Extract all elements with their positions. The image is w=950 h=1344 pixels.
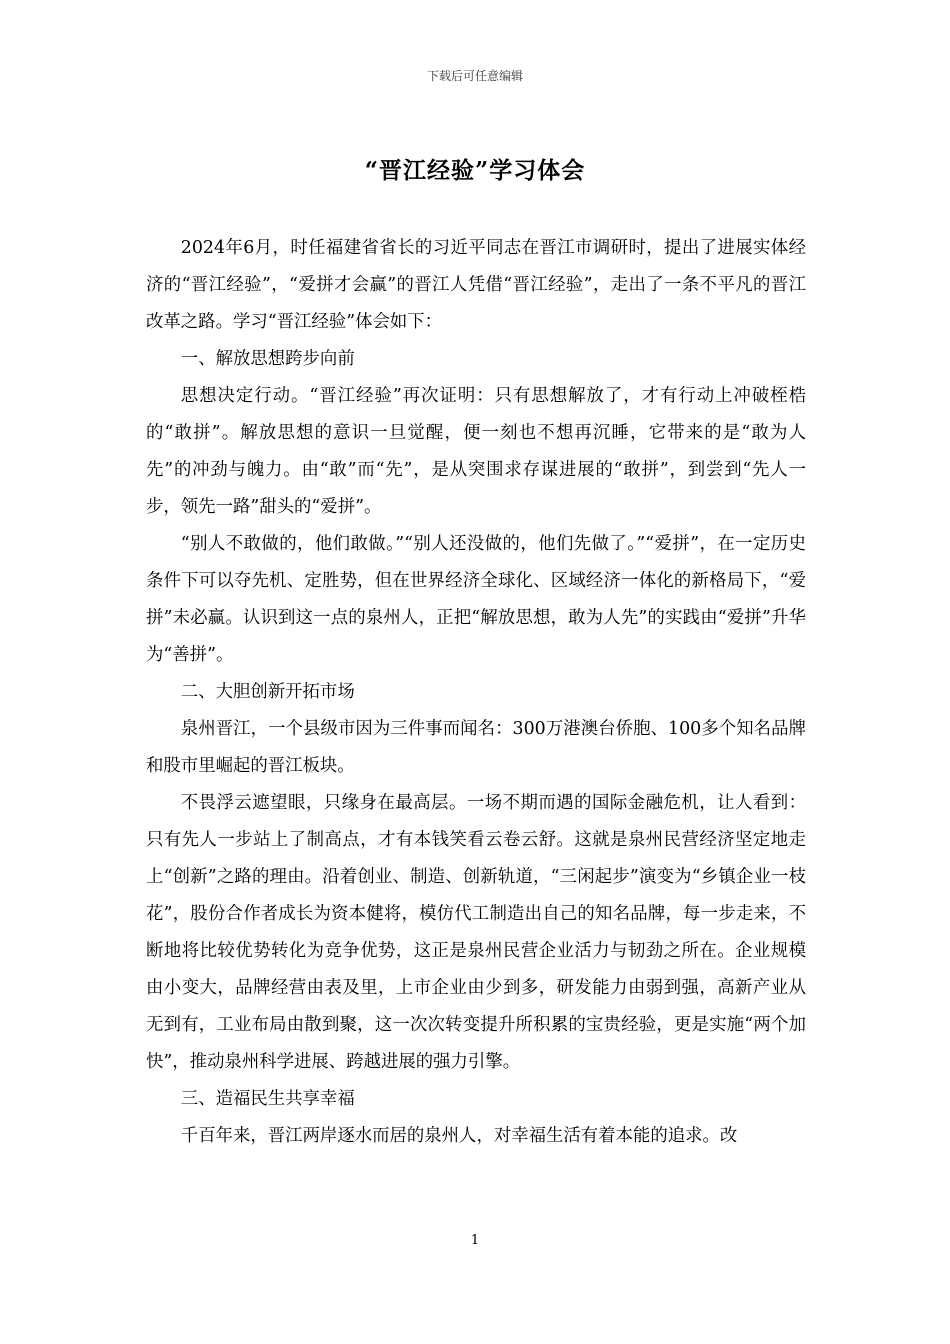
section-heading-3: 三、造福民生共享幸福 bbox=[180, 1089, 355, 1109]
document-title: “晋江经验”学习体会 bbox=[364, 157, 586, 184]
paragraph-intro: 2024年6月，时任福建省省长的习近平同志在晋江市调研时，提出了进展实体经济的“晋江经验”，“爱拼才会赢”的晋江人凭借“晋江经验”，走出了一条不平凡的晋江改革之路。学习“晋江经验”体会如下： bbox=[146, 238, 806, 332]
page-header: 下载后可任意编辑 bbox=[426, 69, 523, 83]
page-number: 1 bbox=[470, 1233, 480, 1248]
paragraph: 泉州晋江，一个县级市因为三件事而闻名：300万港澳台侨胞、100多个知名品牌和股市里崛起的晋江板块。 bbox=[146, 719, 806, 776]
paragraph: 不畏浮云遮望眼，只缘身在最高层。一场不期而遇的国际金融危机，让人看到：只有先人一步站上了制高点，才有本钱笑看云卷云舒。这就是泉州民营经济坚定地走上“创新”之路的理由。沿着创业、制造、创新轨道，“三闲起步”演变为“乡镇企业一枝花”，股份合作者成长为资本健将，模仿代工制造出自己的知名品牌，每一步走来，不断地将比较优势转化为竞争优势，这正是泉州民营企业活力与韧劲之所在。企业规模由小变大，品牌经营由表及里，上市企业由少到多，研发能力由弱到强，高新产业从无到有，工业布局由散到聚，这一次次转变提升所积累的宝贵经验，更是实施“两个加快”，推动泉州科学进展、跨越进展的强力引擎。 bbox=[146, 793, 806, 1072]
paragraph: “别人不敢做的，他们敢做。”“别人还没做的，他们先做了。”“爱拼”，在一定历史条件下可以夺先机、定胜势，但在世界经济全球化、区域经济一体化的新格局下，“爱拼”未必赢。认识到这一点的泉州人，正把“解放思想，敢为人先”的实践由“爱拼”升华为“善拼”。 bbox=[146, 534, 806, 665]
section-heading-1: 一、解放思想跨步向前 bbox=[180, 349, 355, 369]
section-heading-2: 二、大胆创新开拓市场 bbox=[180, 682, 355, 702]
paragraph: 思想决定行动。“晋江经验”再次证明：只有思想解放了，才有行动上冲破桎梏的“敢拼”。解放思想的意识一旦觉醒，便一刻也不想再沉睡，它带来的是“敢为人先”的冲劲与魄力。由“敢”而“先”，是从突围求存谋进展的“敢拼”，到尝到“先人一步，领先一路”甜头的“爱拼”。 bbox=[146, 386, 806, 517]
document-body bbox=[146, 230, 806, 1155]
paragraph: 千百年来，晋江两岸逐水而居的泉州人，对幸福生活有着本能的追求。改 bbox=[180, 1126, 738, 1146]
